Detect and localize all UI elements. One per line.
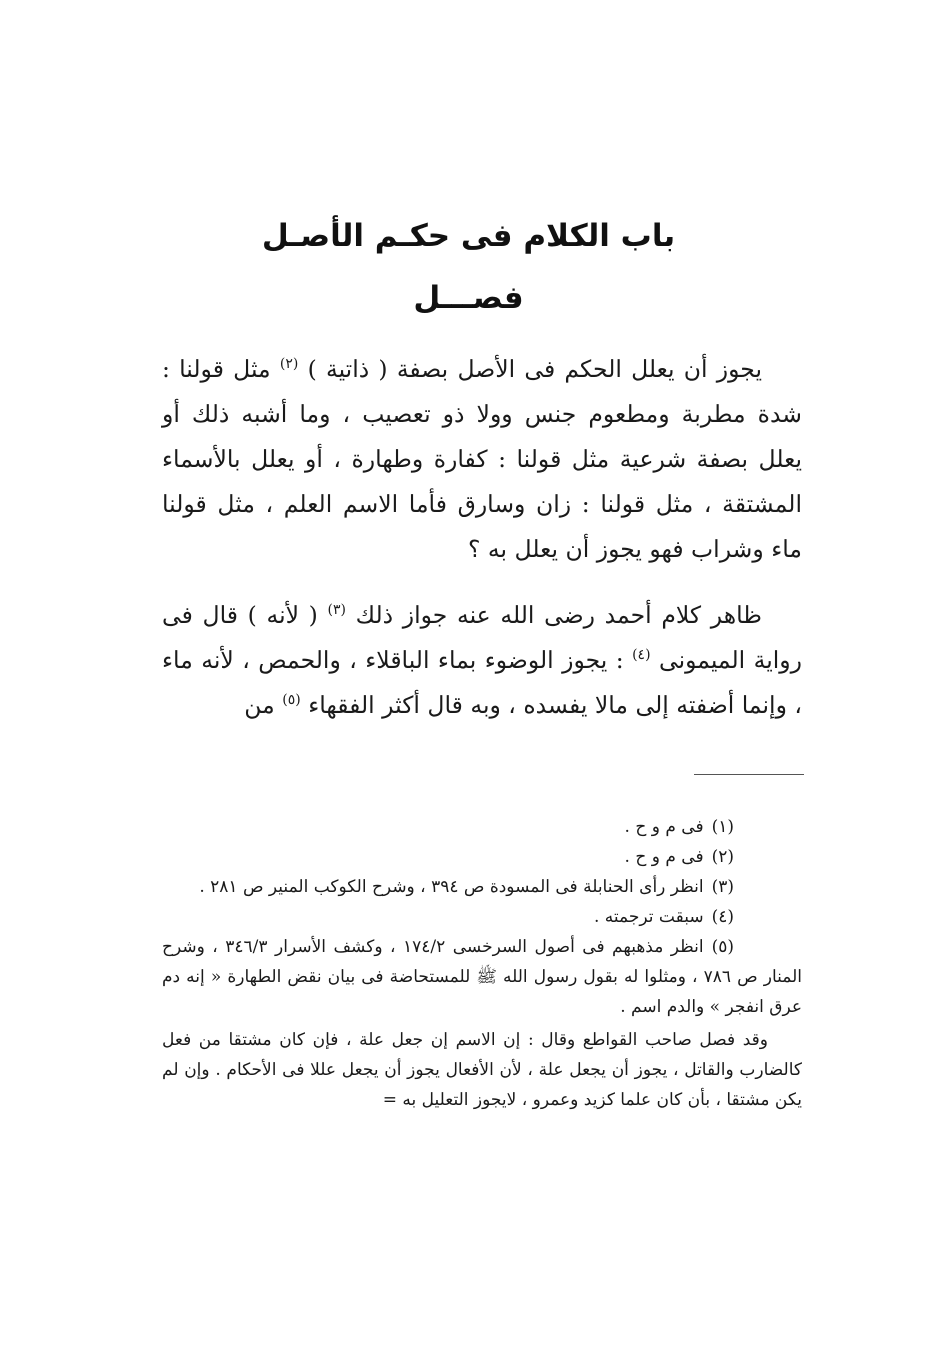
paragraph-1	[162, 347, 802, 572]
footnote-1	[162, 812, 802, 842]
paragraph-2-text-a: ظاهر كلام أحمد رضى الله عنه جواز ذلك	[346, 601, 762, 629]
paragraph-2-text-d: من	[244, 691, 283, 719]
footnote-text: فى م و ح .	[624, 817, 704, 837]
footnote-number: (١)	[711, 817, 734, 837]
footnote-continuation: وقد فصل صاحب القواطع وقال : إن الاسم إن جعل علة ، فإن كان مشتقا من فعل كالضارب والقاتل ، يجوز أن يجعل علة ، لأن الأفعال يجوز أن يجعل عللا فى الأحكام . وإن لم يكن مشتقا ، بأن كان علما كزيد وعمرو ، لايجوز التعليل به =	[162, 1030, 802, 1110]
footnote-number: (٥)	[711, 937, 735, 957]
footnote-ref-3: (٣)	[327, 602, 346, 619]
footnote-separator	[694, 774, 804, 775]
paragraph-1-text-a: يجوز أن يعلل الحكم فى الأصل بصفة ( ذاتية )	[298, 355, 763, 383]
footnote-number: (٣)	[711, 877, 734, 897]
chapter-title: باب الكلام فى حكـم الأصـل	[261, 218, 676, 254]
footnote-5	[162, 932, 802, 1022]
footnote-number: (٢)	[711, 847, 734, 867]
footnote-4	[162, 902, 802, 932]
footnote-text: انظر رأى الحنابلة فى المسودة ص ٣٩٤ ، وشرح الكوكب المنير ص ٢٨١ .	[199, 877, 704, 897]
paragraph-1-text-b: مثل قولنا : شدة مطربة ومطعوم جنس وولا ذو تعصيب ، وما أشبه ذلك أو يعلل بصفة شرعية مثل قولنا : كفارة وطهارة ، أو يعلل بالأسماء المشتقة ، مثل قولنا : زان وسارق فأما الاسم العلم ، مثل قولنا ماء وشراب فهو يجوز أن يعلل به ؟	[162, 355, 802, 563]
footnote-2	[162, 842, 802, 872]
footnote-number: (٤)	[711, 907, 734, 927]
footnote-3	[162, 872, 802, 902]
paragraph-2	[162, 593, 802, 728]
footnote-ref-4: (٤)	[632, 647, 651, 664]
paragraph-2-text-b: ( لأنه ) قال فى رواية الميمونى	[162, 601, 802, 674]
footnote-ref-5: (٥)	[282, 692, 301, 709]
paragraph-2-text-c: : يجوز الوضوء بماء الباقلاء ، والحمص ، لأنه ماء ، وإنما أضفته إلى مالا يفسده ، وبه قال أكثر الفقهاء	[162, 646, 802, 719]
footnote-text: انظر مذهبهم فى أصول السرخسى ١٧٤/٢ ، وكشف الأسرار ٣٤٦/٣ ، وشرح المنار ص ٧٨٦ ، ومثلوا له بقول رسول الله ﷺ للمستحاضة فى بيان نقض الطهارة « إنه دم عرق انفجر » والدم اسم .	[162, 937, 802, 1017]
footnotes	[162, 812, 802, 1115]
footnote-text: فى م و ح .	[624, 847, 704, 867]
footnote-ref-2: (٢)	[279, 356, 299, 373]
footnote-text: سبقت ترجمته .	[594, 907, 704, 927]
section-title: فصـــل	[413, 280, 524, 316]
